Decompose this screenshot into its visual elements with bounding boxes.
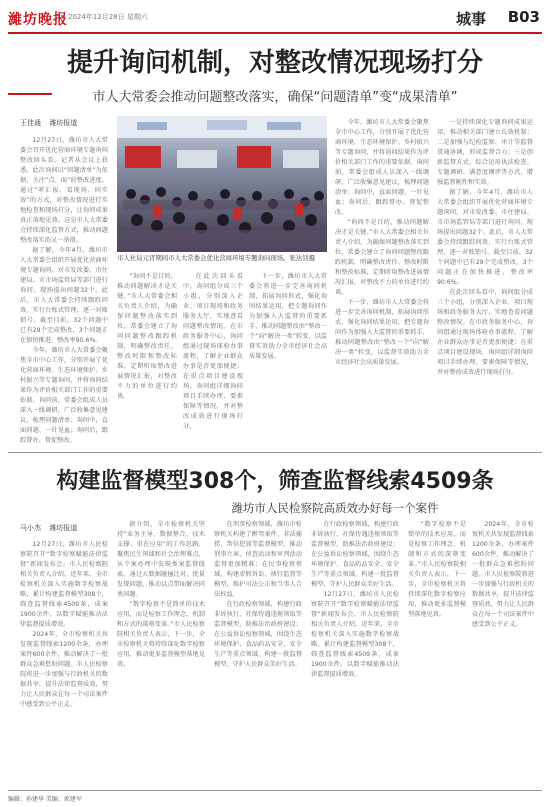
newspaper-logo: 濰坊晚报 — [8, 12, 68, 28]
article1-paragraph: 在此次回头看中，询问组分成三个小组，分别深入企业、项目现场和政务服务大厅，实地查看问题整改情况。在市政务服务中心，询问组通过现场体验办事流程，了解企业群众办事是否更加便捷；在重点项目建设现场，询问组详细询问项目手续办理、要素保障等情况，并对整改成效进行现场打分。 — [437, 289, 533, 376]
page-number: B03 — [507, 8, 540, 26]
article1-column-3 — [183, 272, 243, 448]
article2-byline — [20, 523, 83, 533]
article1-headline: 提升询问机制，对整改情况现场打分 — [66, 48, 483, 78]
article1-paragraph: 据了解，今年4月，潍坊市人大常委会组织开展优化营商环境专题询问，对市发改委、市住建局、市市场监管局等部门进行询问，现场提出问题32个。此后，市人大常委会持续跟踪问效，实行台账式管理，逐一对账销号。截至目前，32个问题中已有29个完成整改，3个问题正在加快推进，整改率90.6%。 — [20, 247, 108, 344]
article1-byline — [20, 118, 83, 128]
section-name: 城事 — [455, 10, 486, 28]
article1-paragraph: 今年，潍坊市人大常委会聚焦全市中心工作，分别开展了优化营商环境、生态环境保护、乡村振兴等专题询问，并将询问结果作为评价相关部门工作的重要依据。询问前，常委会组成人员深入一线调研，广泛收集意见建议，梳理问题清单；询问中，直面问题、一针见血；询问后，跟踪督办、督促整改。 — [335, 119, 429, 216]
article2-paragraph: 在刑事检察领域，潍坊市检察机关构建了醉驾案件、非法捕捞、帮信犯罪等监督模型，推动刑事立案、侦查活动和审判活动监督更加精准；在民事检察领域，构建虚假诉讼、执行监督等模型，维护司法公正和当事人合法权益。 — [214, 521, 302, 598]
article2-subhead: 潍坊市人民检察院高质效办好每一个案件 — [231, 501, 439, 515]
article2-paragraph: “数字检察不是简单的技术应用，而是检察工作理念、机制和方式的深刻变革。”市人民检察院相关负责人表示，下一步，全市检察机关将持续深化数字检察应用，推动更多监督模型落地见效。 — [117, 601, 205, 668]
article2-column-3 — [214, 520, 302, 786]
article1-paragraph: “询问不是目的，推动问题解决才是关键。”市人大常委会相关负责人介绍，为确保问题整改落实到位，常委会建立了询问问题整改跟踪机制，明确整改责任、整改时限和整改标准，定期听取整改进展情况汇报，对整改不力的单位进行约谈。 — [117, 273, 177, 400]
article2-paragraph: 12月27日，潍坊市人民检察院召开“数字检察赋能法律监督”新闻发布会。市人民检察院相关负责人介绍，近年来，全市检察机关深入实施数字检察战略，累计构建监督模型308个，筛查监督线索4509条，成案1900余件，以数字赋能推动法律监督提质增效。 — [311, 591, 399, 678]
photo-illustration — [117, 116, 327, 252]
article2-paragraph: 2024年，全市检察机关共发现监督线索1200余条，办理案件600余件，推动解决了一批群众急难愁盼问题。市人民检察院将进一步加强与行政机关的数据共享，提升法律监督质效，努力让人民群众在每一个司法案件中感受到公平正义。 — [472, 521, 534, 628]
article1-paragraph: 在此次回头看中，询问组分成三个小组，分别深入企业、项目现场和政务服务大厅，实地查看问题整改情况。在市政务服务中心，询问组通过现场体验办事流程，了解企业群众办事是否更加便捷；在重点项目建设现场，询问组详细询问项目手续办理、要素保障等情况，并对整改成效进行现场打分。 — [183, 273, 243, 430]
byline-location: 潍坊报道 — [49, 119, 78, 127]
article2-column-6 — [472, 520, 534, 786]
byline-location: 潍坊报道 — [49, 524, 78, 532]
article1-paragraph: 12月27日，潍坊市人大常委会召开优化营商环境专题询问整改回头看。记者从会议上获悉，此次询问以“问题清单”为依据，关注“点、面”的整改进度。通过“听汇报、看现场、问实效”的方式，对整改情况进行实地检查和现场打分，让询问成果真正落地见效。这是市人大常委会持续深化监督方式，推动问题整改落实的又一举措。 — [20, 137, 108, 244]
article1-paragraph: 一是持续深化专题询问成果运用，推动相关部门建立长效机制；二是加强与纪检监察、审计等监督贯通协调，形成监督合力；三是创新监督方式，综合运用执法检查、专题调研、满意度测评等方式，增强监督刚性和实效。 — [437, 119, 533, 186]
article1-paragraph: 下一步，潍坊市人大常委会将进一步完善询问机制，拓展询问形式，强化询问结果运用，把专题询问作为加强人大监督的重要抓手，推动问题整改由“整改一个”向“解决一类”转变，以监督实效助力全市经济社会高质量发展。 — [249, 273, 327, 360]
news-photo — [117, 116, 327, 252]
article2-paragraph: “数字检察不是简单的技术应用，而是检察工作理念、机制和方式的深刻变革。”市人民检察院相关负责人表示，下一步，全市检察机关将持续深化数字检察应用，推动更多监督模型落地见效。 — [408, 521, 466, 618]
article1-paragraph: “询问不是目的，推动问题解决才是关键。”市人大常委会相关负责人介绍，为确保问题整改落实到位，常委会建立了询问问题整改跟踪机制，明确整改责任、整改时限和整改标准，定期听取整改进展情况汇报，对整改不力的单位进行约谈。 — [335, 219, 429, 296]
article2-column-1 — [20, 540, 108, 786]
article1-column-2 — [117, 272, 177, 448]
article2-column-4 — [311, 520, 399, 786]
masthead — [0, 0, 550, 34]
article2-headline: 构建监督模型308个，筛查监督线索4509条 — [56, 469, 494, 494]
article1-column-4 — [249, 272, 327, 448]
article2-column-2 — [117, 520, 205, 786]
page-footer: 编辑：孙建华 美编：郭建军 — [8, 796, 82, 803]
article2-paragraph: 据介绍，全市检察机关坚持“业务主导、数据整合、技术支撑、重在应用”的工作思路，聚焦民生领域和社会治理难点，从个案办理中发现类案监督线索，通过大数据碰撞比对，批量发现问题，推动以点带面解决同类问题。 — [117, 521, 205, 598]
article1-paragraph: 据了解，今年4月，潍坊市人大常委会组织开展优化营商环境专题询问，对市发改委、市住建局、市市场监管局等部门进行询问，现场提出问题32个。此后，市人大常委会持续跟踪问效，实行台账式管理，逐一对账销号。截至目前，32个问题中已有29个完成整改，3个问题正在加快推进，整改率90.6%。 — [437, 189, 533, 286]
article1-column-5 — [335, 118, 429, 448]
masthead-rule — [8, 32, 542, 34]
article1-column-6 — [437, 118, 533, 448]
article1-paragraph: 今年，潍坊市人大常委会聚焦全市中心工作，分别开展了优化营商环境、生态环境保护、乡村振兴等专题询问，并将询问结果作为评价相关部门工作的重要依据。询问前，常委会组成人员深入一线调研，广泛收集意见建议，梳理问题清单；询问中，直面问题、一针见血；询问后，跟踪督办、督促整改。 — [20, 347, 108, 444]
byline-author: 马小杰 — [20, 524, 41, 532]
subhead-rule-left — [8, 93, 52, 95]
article2-column-5 — [408, 520, 466, 786]
photo-caption: 市人社局元宵期间市人大常委会优化营商环境专题询问现场。张达钊摄 — [117, 254, 316, 262]
issue-date: 2024年12月28日 星期六 — [68, 13, 148, 21]
article1-column-1 — [20, 136, 108, 448]
footer-divider — [8, 790, 542, 791]
article1-subhead: 市人大常委会推动问题整改落实，确保“问题清单”变“成果清单” — [92, 90, 458, 105]
byline-author: 王佳通 — [20, 119, 41, 127]
article2-paragraph: 2024年，全市检察机关共发现监督线索1200余条，办理案件600余件，推动解决了一批群众急难愁盼问题。市人民检察院将进一步加强与行政机关的数据共享，提升法律监督质效，努力让人民群众在每一个司法案件中感受到公平正义。 — [20, 631, 108, 708]
article2-paragraph: 12月27日，潍坊市人民检察院召开“数字检察赋能法律监督”新闻发布会。市人民检察院相关负责人介绍，近年来，全市检察机关深入实施数字检察战略，累计构建监督模型308个，筛查监督线索4509条，成案1900余件，以数字赋能推动法律监督提质增效。 — [20, 541, 108, 628]
article2-paragraph: 在行政检察领域，构建行政非诉执行、社保待遇违规领取等监督模型，助推法治政府建设；在公益诉讼检察领域，围绕生态环境保护、食品药品安全、安全生产等重点领域，构建一批监督模型，守护人民群众美好生活。 — [214, 601, 302, 668]
article2-paragraph: 在行政检察领域，构建行政非诉执行、社保待遇违规领取等监督模型，助推法治政府建设；在公益诉讼检察领域，围绕生态环境保护、食品药品安全、安全生产等重点领域，构建一批监督模型，守护人民群众美好生活。 — [311, 521, 399, 588]
article1-paragraph: 下一步，潍坊市人大常委会将进一步完善询问机制，拓展询问形式，强化询问结果运用，把专题询问作为加强人大监督的重要抓手，推动问题整改由“整改一个”向“解决一类”转变，以监督实效助力全市经济社会高质量发展。 — [335, 299, 429, 366]
article-divider — [8, 452, 542, 453]
